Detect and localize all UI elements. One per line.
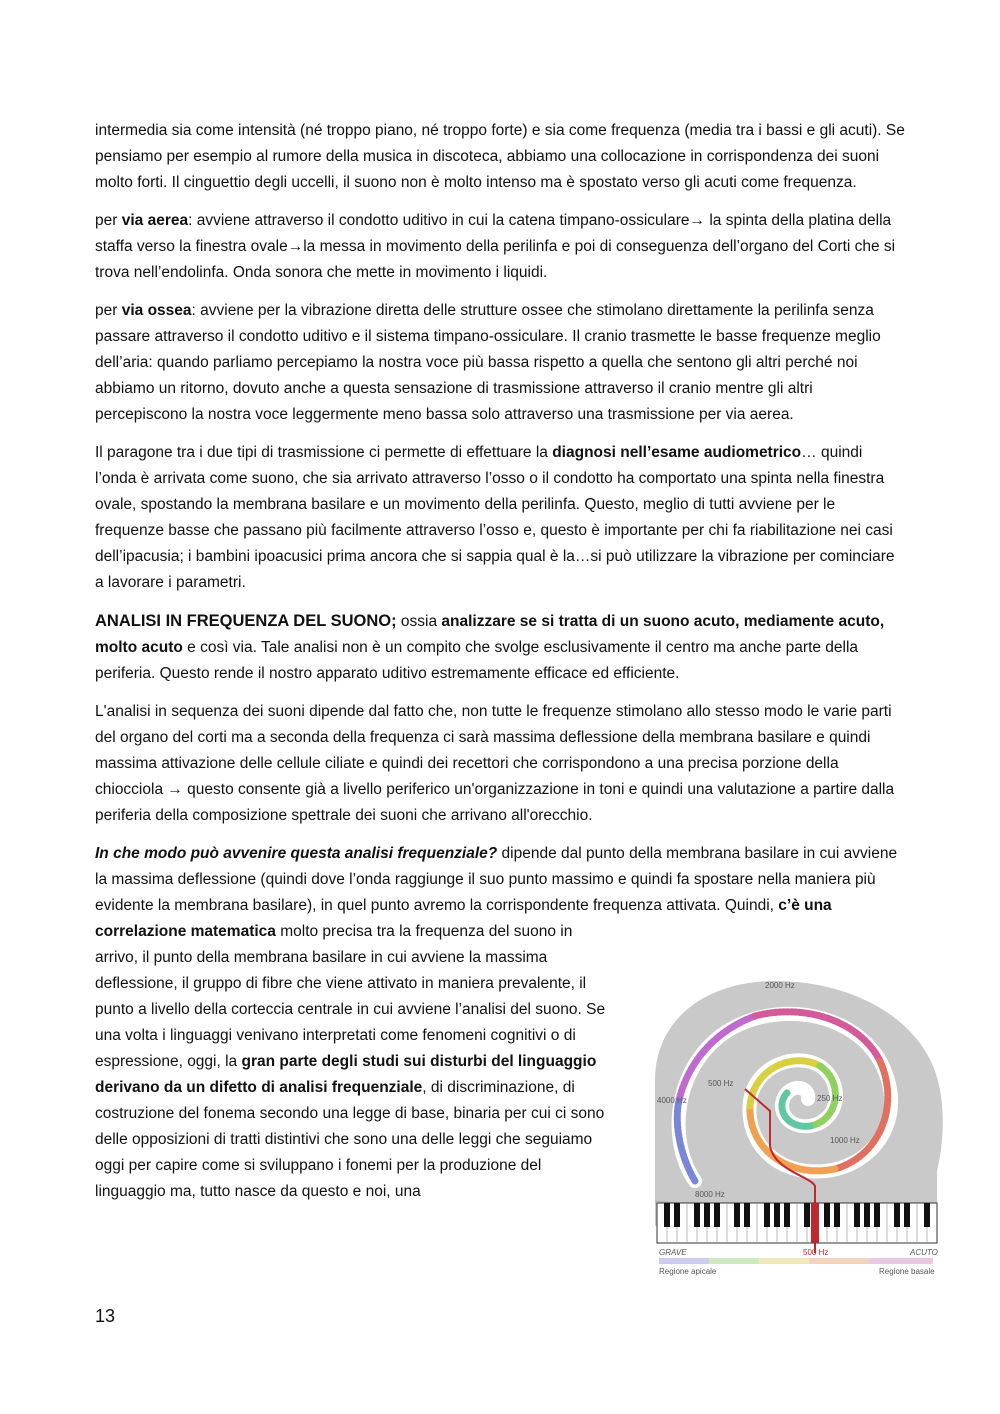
document-body [95,118,938,1331]
paragraph-bone-conduction: per via ossea: avviene per la vibrazione diretta delle strutture ossee che stimolano direttamente la perilinfa senza passare attraverso il condotto uditivo e il sistema timpano-ossiculare. Il cranio trasmette le basse frequenze meglio dell’aria: quando parliamo percepiamo la nostra voce più bassa rispetto a quella che sentono gli altri perché noi abbiamo un ritorno, dovuto anche a questa sensazione di trasmissione attraverso il cranio mentre gli altri percepiscono la nostra voce leggermente meno bassa solo attraverso una trasmissione per via aerea. [95,302,881,423]
term-via-ossea: via ossea [121,302,192,319]
label-1000hz: 1000 Hz [830,1136,860,1145]
term-analizzare: analizzare se si tratta di un suono acuto, mediamente acuto, molto acuto [95,613,885,656]
paragraph-frequential-analysis: In che modo può avvenire questa analisi frequenziale? dipende dal punto della membrana basilare in cui avviene la massima deflessione (quindi dove l’onda raggiunge il suo punto massimo e quindi fa spostare nella maniera più evidente la membrana basilare), in quel punto avremo la corrispondente frequenza attivata. Quindi, c’è una correlazione matematica 2000 Hz 500 Hz 250 Hz 4000 Hz 1000 Hz 8000 Hz GRAVE ACUTO 500 Hz Regione apicale Regione basale molto precisa tra la frequenza del suono in arrivo, il punto della membrana basilare in cui avviene la massima deflessione, il gruppo di fibre che viene attivato in maniera prevalente, il punto a livello della corteccia centrale in cui avviene l’analisi del suono. Se una volta i linguaggi venivano interpretati come fenomeni cognitivi o di espressione, oggi, la gran parte degli studi sui disturbi del linguaggio derivano da un difetto di analisi frequenziale, di discriminazione, di costruzione del fonema secondo una legge di base, binaria per cui ci sono delle opposizioni di tratti distintivi che sono una delle leggi che seguiamo oggi per capire come si sviluppano i fonemi per la produzione del linguaggio ma, tutto nasce da questo e noi, una [95,841,907,1205]
cochlea-piano-figure [625,971,955,1331]
label-grave: GRAVE [659,1248,687,1257]
label-4000hz: 4000 Hz [657,1096,687,1105]
label-acuto: ACUTO [910,1248,938,1257]
paragraph-sequence-analysis: L'analisi in sequenza dei suoni dipende dal fatto che, non tutte le frequenze stimolano allo stesso modo le varie parti del organo del corti ma a seconda della frequenza ci sarà massima deflessione della membrana basilare e quindi massima attivazione delle cellule ciliate e quindi dei recettori che corrispondono a una precisa porzione della chiocciola → questo consente già a livello periferico un'organizzazione in toni e quindi una valutazione a partire dalla periferia della composizione spettrale dei suoni che arrivano all'orecchio. [95,703,895,824]
paragraph-intensity: intermedia sia come intensità (né troppo piano, né troppo forte) e sia come frequenza (media tra i bassi e gli acuti). Se pensiamo per esempio al rumore della musica in discoteca, abbiamo una collocazione in corrispondenza dei suoni molto forti. Il cinguettio degli uccelli, il suono non è molto intenso ma è spostato verso gli acuti come frequenza. [95,122,905,191]
label-regione-basale: Regione basale [879,1267,935,1276]
label-regione-apicale: Regione apicale [659,1267,717,1276]
term-via-aerea: via aerea [121,212,189,229]
page-number: 13 [95,1306,116,1326]
paragraph-air-conduction: per via aerea: avviene attraverso il condotto uditivo in cui la catena timpano-ossiculare→ la spinta della platina della staffa verso la finestra ovale→la messa in movimento della perilinfa e poi di conseguenza dell’organo del Corti che si trova nell’endolinfa. Onda sonora che mette in movimento i liquidi. [95,212,896,281]
term-disturbi-linguaggio: gran parte degli studi sui disturbi del linguaggio derivano da un difetto di analisi frequenziale [95,1053,597,1096]
section-heading: ANALISI IN FREQUENZA DEL SUONO; [95,612,397,630]
term-diagnosi: diagnosi nell’esame audiometrico [552,444,802,461]
question-heading: In che modo può avvenire questa analisi frequenziale? [95,845,498,862]
piano-keyboard [657,1203,937,1243]
spectrum-strip [659,1258,933,1264]
paragraph-audiometric-diagnosis: Il paragone tra i due tipi di trasmissione ci permette di effettuare la diagnosi nell’esame audiometrico… quindi l’onda è arrivata come suono, che sia arrivato attraverso l’osso o il condotto ha comportato una spinta nella finestra ovale, spostando la membrana basilare e un movimento della perilinfa. Questo, meglio di tutti avviene per le frequenze basse che passano più facilmente attraverso l’osso e, questo è importante per chi fa riabilitazione nei casi dell’ipacusia; i bambini ipoacusici prima ancora che si sappia qual è la…si può utilizzare la vibrazione per cominciare a lavorare i parametri. [95,444,895,591]
term-correlazione: c’è una correlazione matematica [95,897,832,940]
label-8000hz: 8000 Hz [695,1190,725,1199]
paragraph-frequency-analysis: ANALISI IN FREQUENZA DEL SUONO; ossia analizzare se si tratta di un suono acuto, mediamente acuto, molto acuto e così via. Tale analisi non è un compito che svolge esclusivamente il centro ma anche parte della periferia. Questo rende il nostro apparato uditivo estremamente efficace ed efficiente. [95,612,885,682]
label-marker-500hz: 500 Hz [803,1248,829,1257]
label-250hz: 250 Hz [817,1094,843,1103]
label-500hz: 500 Hz [708,1079,734,1088]
label-2000hz: 2000 Hz [765,981,795,990]
